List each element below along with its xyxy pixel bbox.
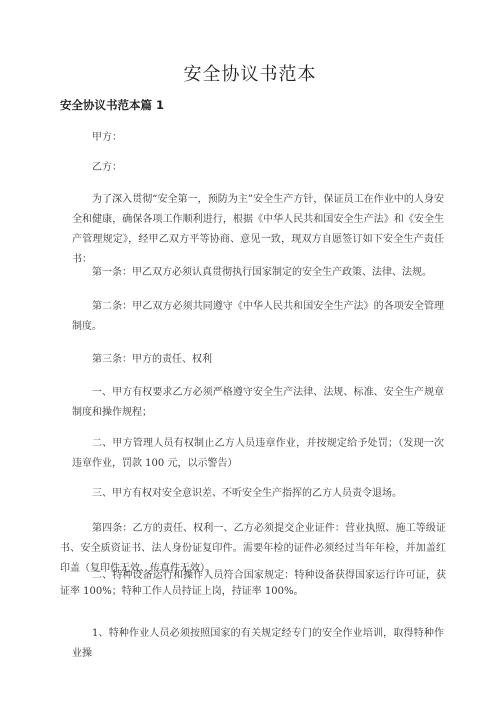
party-b-line: 乙方： — [92, 162, 122, 173]
article-2: 第二条：甲乙双方必须共同遵守《中华人民共和国安全生产法》的各项安全管理制度。 — [72, 301, 444, 332]
party-a-line: 甲方： — [92, 132, 122, 143]
article-3-item-1: 一、甲方有权要求乙方必须严格遵守安全生产法律、法规、标准、安全生产规章制度和操作规程； — [72, 387, 444, 418]
article-1: 第一条：甲乙双方必须认真贯彻执行国家制定的安全生产政策、法律、法规。 — [92, 267, 432, 278]
article-3-item-2: 二、甲方管理人员有权制止乙方人员违章作业，并按规定给予处罚；（发现一次违章作业，罚款 100 元，以示警告） — [72, 438, 444, 469]
article-4-item-2: 二、特种设备运行和操作人员符合国家规定：特种设备获得国家运行许可证，获证率 100%；特种工作人员持证上岗，持证率 100%。 — [60, 570, 446, 597]
article-3-item-3: 三、甲方有权对安全意识差、不听安全生产指挥的乙方人员责令退场。 — [92, 488, 402, 499]
section-heading: 安全协议书范本篇 1 — [60, 98, 165, 112]
document-title: 安全协议书范本 — [183, 64, 317, 85]
article-4: 第四条：乙方的责任、权利一、乙方必须提交企业证件：营业执照、施工等级证书、安全质资证书、法人身份证复印件。需要年检的证件必须经过当年年检，并加盖红印盖（复印件无效、传真件无效）。 — [60, 523, 446, 574]
article-3: 第三条：甲方的责任、权利 — [92, 354, 212, 365]
intro-paragraph: 为了深入贯彻“安全第一，预防为主”安全生产方针，保证员工在作业中的人身安全和健康，确保各项工作顺利进行，根据《中华人民共和国安全生产法》和《安全生产管理规定》，经甲乙双方平等协商、意见一致，现双方自愿签订如下安全生产责任书： — [72, 194, 444, 265]
article-4-item-2-1: 1、特种作业人员必须按照国家的有关规定经专门的安全作业培训，取得特种作业操 — [72, 628, 444, 659]
